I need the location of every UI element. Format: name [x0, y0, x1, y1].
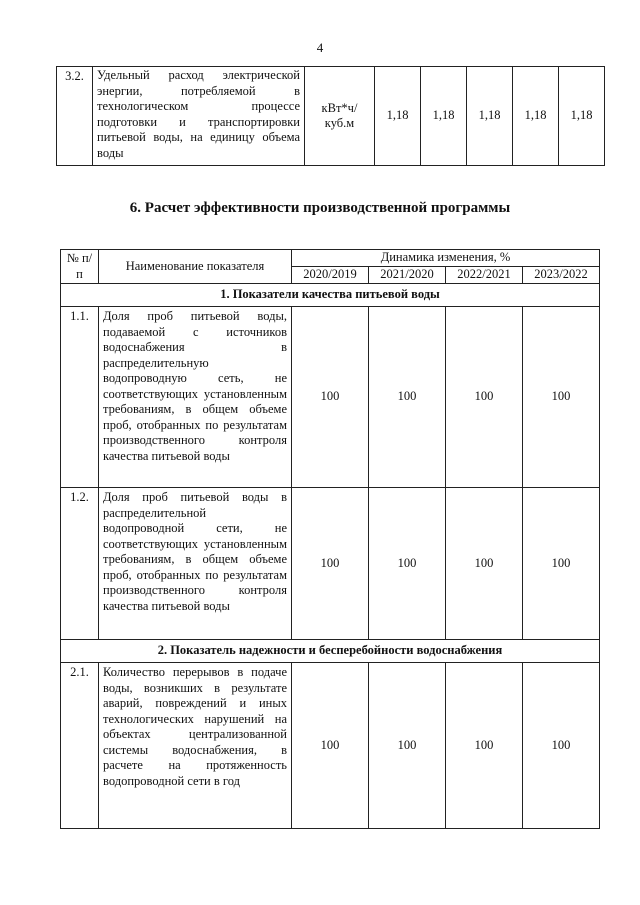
- value-cell: 100: [446, 663, 523, 829]
- value-cell: 100: [446, 488, 523, 640]
- period-header: 2023/2022: [523, 267, 600, 284]
- energy-consumption-table: [56, 66, 605, 166]
- value-cell: 1,18: [467, 67, 513, 166]
- period-header: 2022/2021: [446, 267, 523, 284]
- header-row: [61, 250, 600, 267]
- value-cell: 100: [292, 307, 369, 488]
- value-cell: 100: [292, 488, 369, 640]
- table-row: [57, 67, 605, 166]
- period-header: 2021/2020: [369, 267, 446, 284]
- table-row: [61, 488, 600, 640]
- value-cell: 100: [523, 663, 600, 829]
- table-row: [61, 663, 600, 829]
- value-cell: 100: [369, 488, 446, 640]
- row-number: 1.2.: [61, 488, 99, 640]
- value-cell: 1,18: [513, 67, 559, 166]
- row-number: 1.1.: [61, 307, 99, 488]
- section-title: 1. Показатели качества питьевой воды: [61, 284, 600, 307]
- value-cell: 1,18: [421, 67, 467, 166]
- value-cell: 100: [523, 307, 600, 488]
- section-row: [61, 640, 600, 663]
- efficiency-table: [60, 249, 600, 829]
- period-header: 2020/2019: [292, 267, 369, 284]
- value-cell: 100: [369, 663, 446, 829]
- row-number: 3.2.: [57, 67, 93, 166]
- unit-cell: кВт*ч/ куб.м: [305, 67, 375, 166]
- table-row: [61, 307, 600, 488]
- value-cell: 100: [446, 307, 523, 488]
- indicator-name: Доля проб питьевой воды в распределительной водопроводной сети, не соответствующих установленным требованиям, в общем объеме проб, отобранных по результатам производственного контроля качества питьевой воды: [99, 488, 292, 640]
- value-cell: 100: [292, 663, 369, 829]
- row-number: 2.1.: [61, 663, 99, 829]
- value-cell: 100: [369, 307, 446, 488]
- section-heading: 6. Расчет эффективности производственной программы: [129, 200, 511, 216]
- section-row: [61, 284, 600, 307]
- value-cell: 1,18: [559, 67, 605, 166]
- dynamics-header: Динамика изменения, %: [292, 250, 600, 267]
- section-title: 2. Показатель надежности и бесперебойности водоснабжения: [61, 640, 600, 663]
- page-number: 4: [316, 40, 324, 55]
- value-cell: 100: [523, 488, 600, 640]
- indicator-name: Удельный расход электрической энергии, потребляемой в технологическом процессе подготовки и транспортировки питьевой воды, на единицу объема воды: [93, 67, 305, 166]
- col-num-header: № п/п: [61, 250, 99, 284]
- value-cell: 1,18: [375, 67, 421, 166]
- indicator-name: Количество перерывов в подаче воды, возникших в результате аварий, повреждений и иных технологических нарушений на объектах централизованной системы водоснабжения, в расчете на протяженность водопроводной сети в год: [99, 663, 292, 829]
- indicator-name: Доля проб питьевой воды, подаваемой с источников водоснабжения в распределительную водопроводную сеть, не соответствующих установленным требованиям, в общем объеме проб, отобранных по результатам производственного контроля качества питьевой воды: [99, 307, 292, 488]
- col-name-header: Наименование показателя: [99, 250, 292, 284]
